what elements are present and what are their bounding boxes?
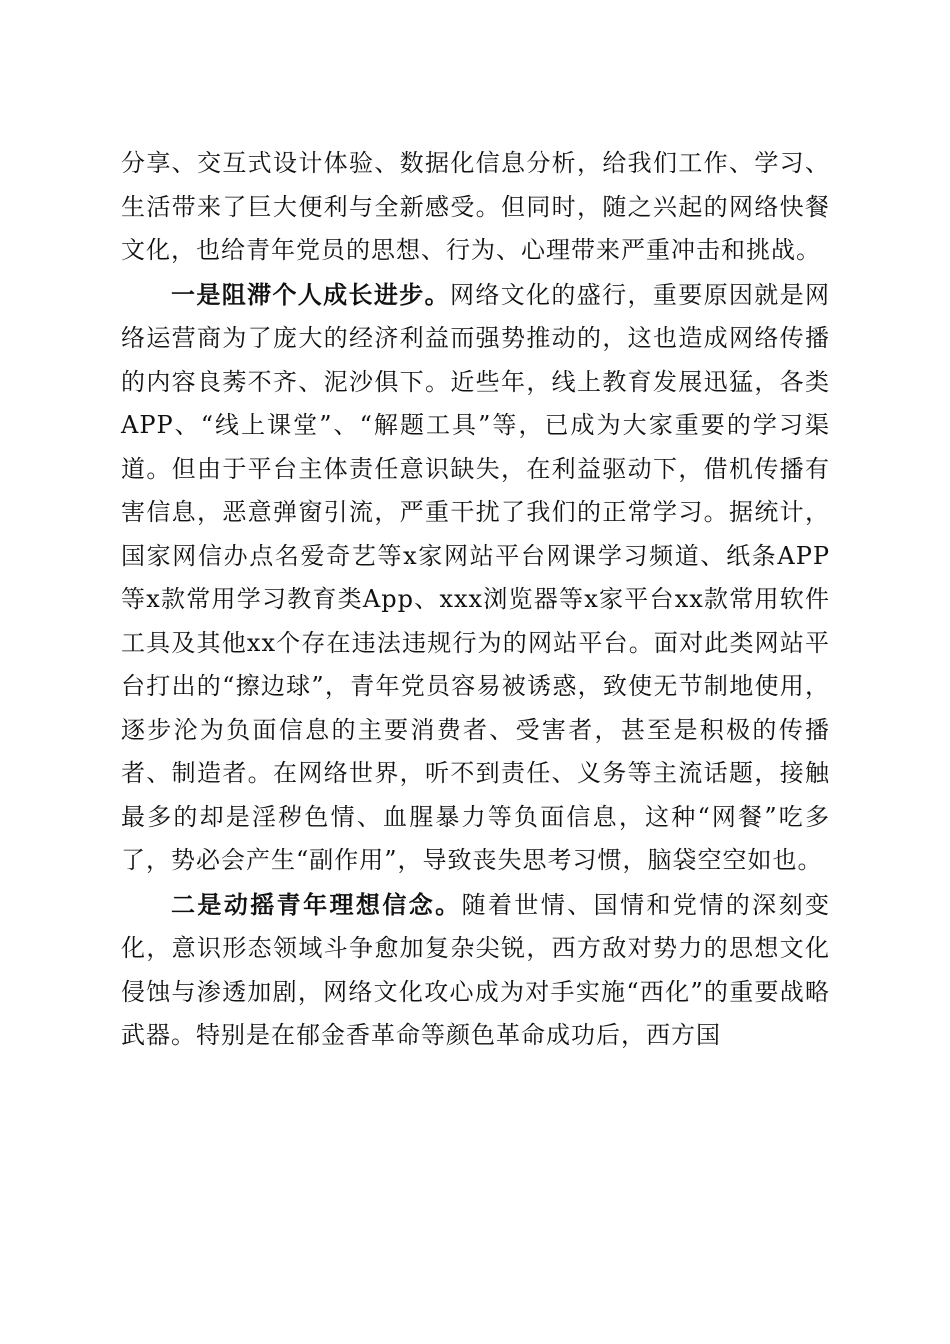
paragraph-point-two bbox=[121, 883, 830, 1058]
document-body bbox=[121, 142, 830, 1058]
paragraph-point-one bbox=[121, 273, 830, 883]
paragraph-text: 网络文化的盛行，重要原因就是网络运营商为了庞大的经济利益而强势推动的，这也造成网络传播的内容良莠不齐、泥沙俱下。近些年，线上教育发展迅猛，各类APP、“线上课堂”、“解题工具”等，已成为大家重要的学习渠道。但由于平台主体责任意识缺失，在利益驱动下，借机传播有害信息，恶意弹窗引流，严重干扰了我们的正常学习。据统计，国家网信办点名爱奇艺等x家网站平台网课学习频道、纸条APP等x款常用学习教育类App、xxx浏览器等x家平台xx款常用软件工具及其他xx个存在违法违规行为的网站平台。面对此类网站平台打出的“擦边球”，青年党员容易被诱惑，致使无节制地使用，逐步沦为负面信息的主要消费者、受害者，甚至是积极的传播者、制造者。在网络世界，听不到责任、义务等主流话题，接触最多的却是淫秽色情、血腥暴力等负面信息，这种“网餐”吃多了，势必会产生“副作用”，导致丧失思考习惯，脑袋空空如也。 bbox=[121, 280, 831, 874]
paragraph-heading: 一是阻滞个人成长进步。 bbox=[171, 279, 450, 309]
paragraph-heading: 二是动摇青年理想信念。 bbox=[171, 889, 462, 919]
paragraph-intro bbox=[121, 142, 830, 273]
paragraph-text: 分享、交互式设计体验、数据化信息分析，给我们工作、学习、生活带来了巨大便利与全新感受。但同时，随之兴起的网络快餐文化，也给青年党员的思想、行为、心理带来严重冲击和挑战。 bbox=[121, 149, 830, 264]
paragraph-text: 随着世情、国情和党情的深刻变化，意识形态领域斗争愈加复杂尖锐，西方敌对势力的思想文化侵蚀与渗透加剧，网络文化攻心成为对手实施“西化”的重要战略武器。特别是在郁金香革命等颜色革命成功后，西方国 bbox=[121, 890, 831, 1049]
